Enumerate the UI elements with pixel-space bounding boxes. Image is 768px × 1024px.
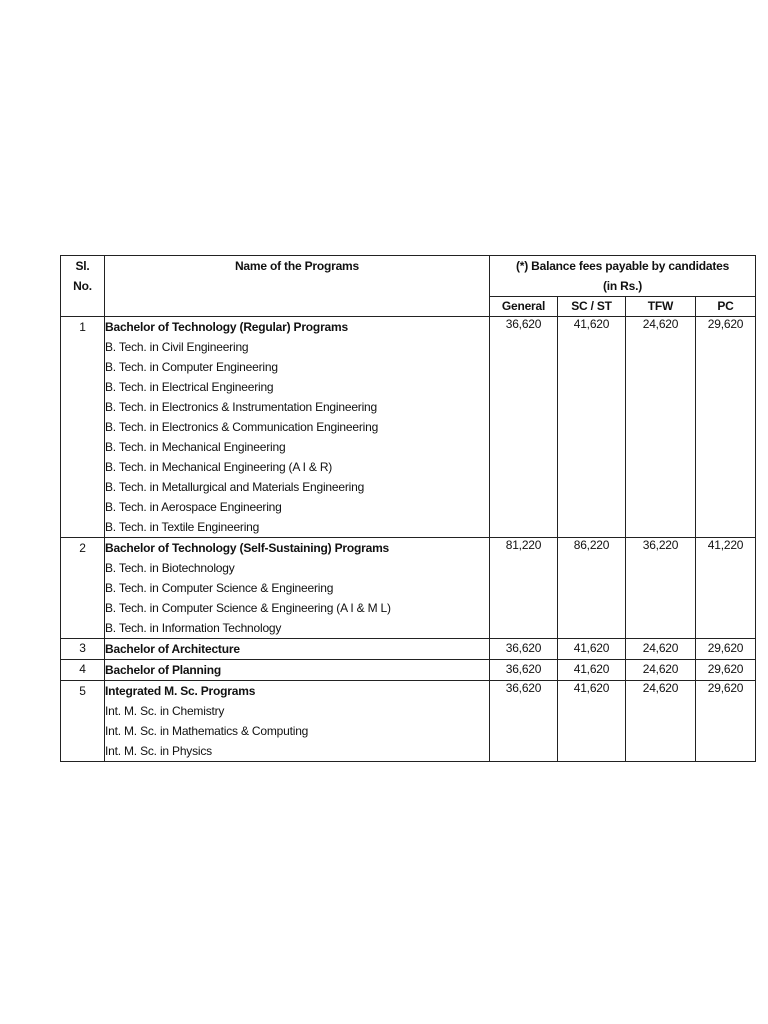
general-fee: 36,620 bbox=[490, 660, 558, 681]
tfw-fee: 24,620 bbox=[626, 639, 696, 660]
general-fee: 36,620 bbox=[490, 317, 558, 538]
program-names bbox=[105, 317, 490, 538]
program-item: B. Tech. in Textile Engineering bbox=[105, 520, 260, 534]
program-item: B. Tech. in Computer Engineering bbox=[105, 360, 278, 374]
program-group-title: Bachelor of Technology (Self-Sustaining) Programs bbox=[105, 541, 390, 555]
program-item: Int. M. Sc. in Mathematics & Computing bbox=[105, 724, 309, 738]
tfw-fee: 24,620 bbox=[626, 681, 696, 762]
fees-table bbox=[60, 255, 756, 762]
program-item: B. Tech. in Biotechnology bbox=[105, 561, 235, 575]
program-item: B. Tech. in Computer Science & Engineering (A I & M L) bbox=[105, 601, 391, 615]
balance-fees-header bbox=[490, 256, 756, 297]
program-item: B. Tech. in Aerospace Engineering bbox=[105, 500, 282, 514]
serial-number: 5 bbox=[61, 681, 105, 762]
program-group-title: Bachelor of Technology (Regular) Programs bbox=[105, 320, 348, 334]
serial-header-line2: No. bbox=[73, 279, 92, 293]
table-row bbox=[61, 538, 756, 639]
scst-fee: 41,620 bbox=[558, 317, 626, 538]
program-item: B. Tech. in Electronics & Communication Engineering bbox=[105, 420, 379, 434]
table-row bbox=[61, 639, 756, 660]
program-item: B. Tech. in Information Technology bbox=[105, 621, 282, 635]
balance-header-line2: (in Rs.) bbox=[602, 279, 643, 293]
program-item: B. Tech. in Electronics & Instrumentation Engineering bbox=[105, 400, 377, 414]
program-item: B. Tech. in Mechanical Engineering bbox=[105, 440, 286, 454]
program-group-title: Bachelor of Planning bbox=[105, 663, 222, 677]
general-fee: 81,220 bbox=[490, 538, 558, 639]
scst-header: SC / ST bbox=[558, 297, 626, 317]
program-group-title: Integrated M. Sc. Programs bbox=[105, 684, 256, 698]
general-header: General bbox=[490, 297, 558, 317]
pc-fee: 29,620 bbox=[696, 681, 756, 762]
program-item: B. Tech. in Electrical Engineering bbox=[105, 380, 274, 394]
pc-fee: 29,620 bbox=[696, 317, 756, 538]
tfw-fee: 24,620 bbox=[626, 660, 696, 681]
program-group-title: Bachelor of Architecture bbox=[105, 642, 240, 656]
serial-header-line1: Sl. bbox=[75, 259, 90, 273]
scst-fee: 86,220 bbox=[558, 538, 626, 639]
general-fee: 36,620 bbox=[490, 639, 558, 660]
balance-header-line1: (*) Balance fees payable by candidates bbox=[515, 259, 730, 273]
serial-number-header bbox=[61, 256, 105, 317]
program-names bbox=[105, 681, 490, 762]
pc-fee: 41,220 bbox=[696, 538, 756, 639]
table-row bbox=[61, 660, 756, 681]
serial-number: 3 bbox=[61, 639, 105, 660]
program-names bbox=[105, 660, 490, 681]
program-item: B. Tech. in Computer Science & Engineering bbox=[105, 581, 334, 595]
tfw-fee: 24,620 bbox=[626, 317, 696, 538]
pc-fee: 29,620 bbox=[696, 639, 756, 660]
program-item: B. Tech. in Mechanical Engineering (A I & R) bbox=[105, 460, 333, 474]
pc-fee: 29,620 bbox=[696, 660, 756, 681]
program-name-header: Name of the Programs bbox=[105, 256, 490, 317]
program-names bbox=[105, 538, 490, 639]
fee-rows bbox=[61, 317, 756, 762]
program-names bbox=[105, 639, 490, 660]
program-item: B. Tech. in Metallurgical and Materials Engineering bbox=[105, 480, 365, 494]
serial-number: 1 bbox=[61, 317, 105, 538]
scst-fee: 41,620 bbox=[558, 639, 626, 660]
program-item: Int. M. Sc. in Chemistry bbox=[105, 704, 225, 718]
tfw-header: TFW bbox=[626, 297, 696, 317]
table-row bbox=[61, 681, 756, 762]
serial-number: 2 bbox=[61, 538, 105, 639]
serial-number: 4 bbox=[61, 660, 105, 681]
program-item: Int. M. Sc. in Physics bbox=[105, 744, 212, 758]
pc-header: PC bbox=[696, 297, 756, 317]
table-row bbox=[61, 317, 756, 538]
scst-fee: 41,620 bbox=[558, 660, 626, 681]
program-item: B. Tech. in Civil Engineering bbox=[105, 340, 249, 354]
scst-fee: 41,620 bbox=[558, 681, 626, 762]
tfw-fee: 36,220 bbox=[626, 538, 696, 639]
general-fee: 36,620 bbox=[490, 681, 558, 762]
